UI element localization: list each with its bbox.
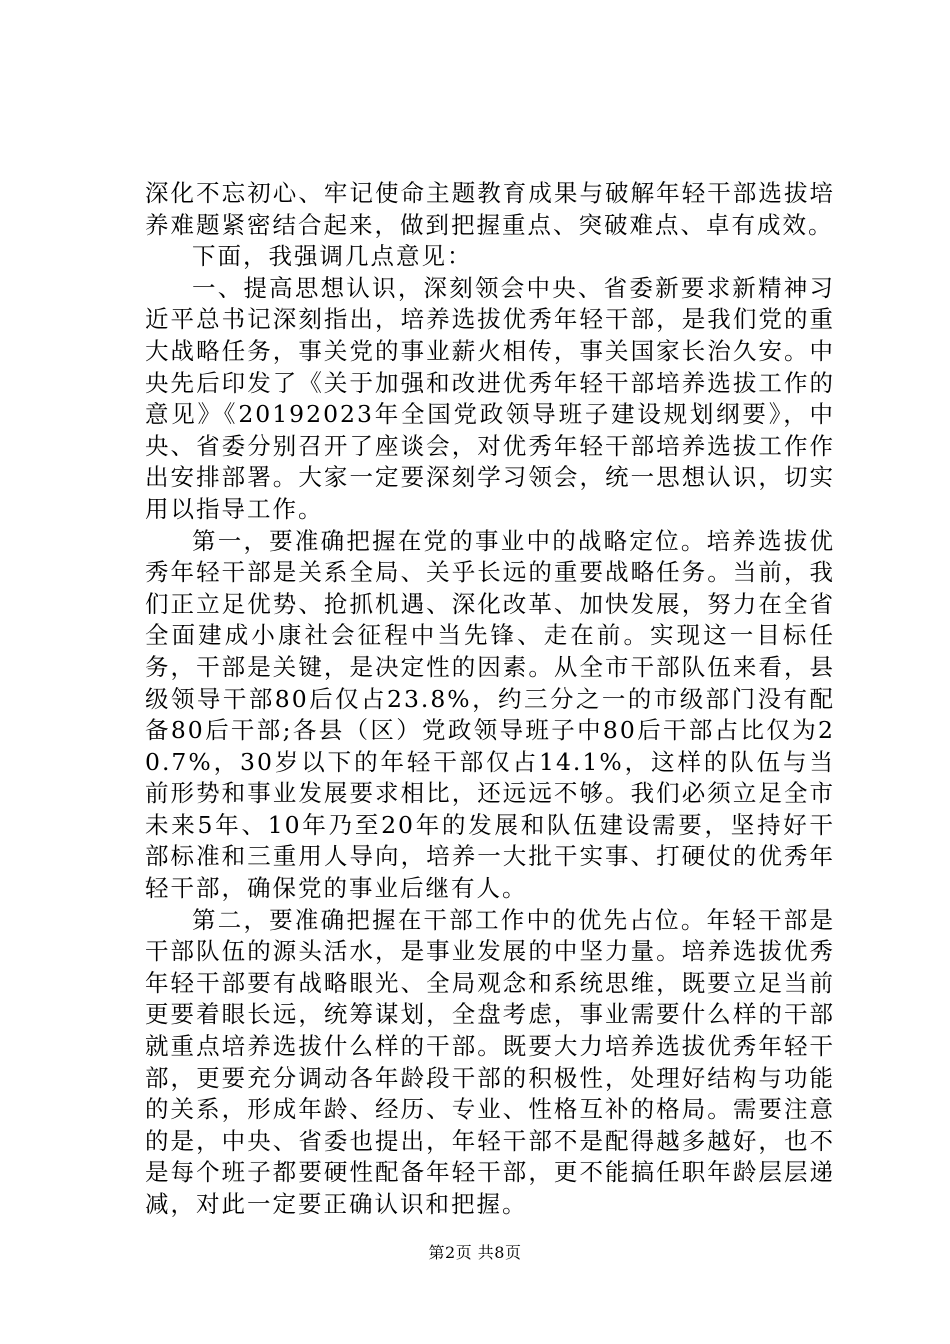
- paragraph-point-two: 第二，要准确把握在干部工作中的优先占位。年轻干部是干部队伍的源头活水，是事业发展的中坚力量。培养选拔优秀年轻干部要有战略眼光、全局观念和系统思维，既要立足当前更要着眼长远，统筹谋划，全盘考虑，事业需要什么样的干部就重点培养选拔什么样的干部。既要大力培养选拔优秀年轻干部，更要充分调动各年龄段干部的积极性，处理好结构与功能的关系，形成年龄、经历、专业、性格互补的格局。需要注意的是，中央、省委也提出，年轻干部不是配得越多越好，也不是每个班子都要硬性配备年轻干部，更不能搞任职年龄层层递减，对此一定要正确认识和把握。: [145, 905, 835, 1218]
- page-number: 第2页 共8页: [428, 1243, 522, 1262]
- paragraph-intro: 下面，我强调几点意见：: [192, 242, 473, 271]
- paragraph-continuation: 深化不忘初心、牢记使命主题教育成果与破解年轻干部选拔培养难题紧密结合起来，做到把握重点、突破难点、卓有成效。: [145, 179, 835, 239]
- paragraph-point-one: 第一，要准确把握在党的事业中的战略定位。培养选拔优秀年轻干部是关系全局、关乎长远的重要战略任务。当前，我们正立足优势、抢抓机遇、深化改革、加快发展，努力在全省全面建成小康社会征程中当先锋、走在前。实现这一目标任务，干部是关键，是决定性的因素。从全市干部队伍来看，县级领导干部80后仅占23.8%，约三分之一的市级部门没有配备80后干部;各县（区）党政领导班子中80后干部占比仅为20.7%，30岁以下的年轻干部仅占14.1%，这样的队伍与当前形势和事业发展要求相比，还远远不够。我们必须立足全市未来5年、10年乃至20年的发展和队伍建设需要，坚持好干部标准和三重用人导向，培养一大批干实事、打硬仗的优秀年轻干部，确保党的事业后继有人。: [145, 526, 835, 903]
- document-body: [145, 178, 835, 1221]
- paragraph-section-one: 一、提高思想认识，深刻领会中央、省委新要求新精神习近平总书记深刻指出，培养选拔优秀年轻干部，是我们党的重大战略任务，事关党的事业薪火相传，事关国家长治久安。中央先后印发了《关于加强和改进优秀年轻干部培养选拔工作的意见》《20192023年全国党政领导班子建设规划纲要》，中央、省委分别召开了座谈会，对优秀年轻干部培养选拔工作作出安排部署。大家一定要深刻学习领会，统一思想认识，切实用以指导工作。: [145, 273, 835, 523]
